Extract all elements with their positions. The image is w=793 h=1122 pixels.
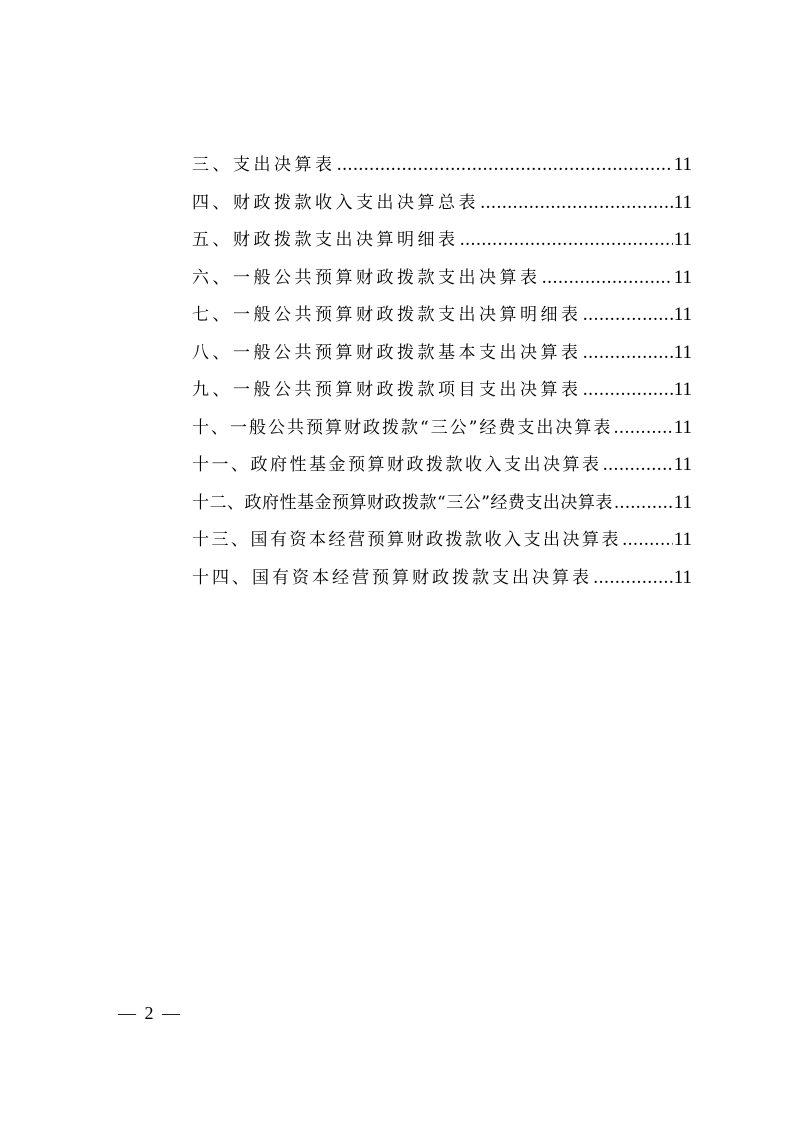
toc-item[interactable] <box>192 184 692 222</box>
toc-item-title: 十二、政府性基金预算财政拨款“三公”经费支出决算表 <box>192 492 613 513</box>
toc-leader-dots <box>614 485 673 523</box>
toc-item-title: 六、一般公共预算财政拨款支出决算表 <box>192 267 541 288</box>
toc-leader-dots <box>337 147 673 185</box>
toc-leader-dots <box>460 222 673 260</box>
toc-leader-dots <box>583 372 673 410</box>
toc-item[interactable] <box>192 146 692 184</box>
toc-item-page: 11 <box>673 491 692 513</box>
toc-item[interactable] <box>192 484 692 522</box>
toc-item-page: 11 <box>673 379 692 400</box>
toc-item-title: 三、支出决算表 <box>192 155 336 175</box>
table-of-contents <box>192 146 692 596</box>
toc-item[interactable] <box>192 409 692 447</box>
toc-item-page: 11 <box>673 266 692 288</box>
toc-item[interactable] <box>192 334 692 372</box>
toc-item-page: 11 <box>673 229 692 250</box>
toc-item-page: 11 <box>673 154 692 175</box>
toc-leader-dots <box>593 560 673 598</box>
toc-item[interactable] <box>192 446 692 484</box>
page-number: — 2 — <box>118 1003 182 1023</box>
toc-item-page: 11 <box>673 341 692 363</box>
toc-item-page: 11 <box>673 416 692 438</box>
toc-leader-dots <box>603 447 673 485</box>
toc-item-page: 11 <box>673 304 692 325</box>
toc-item-page: 11 <box>673 454 692 475</box>
toc-item[interactable] <box>192 296 692 334</box>
toc-leader-dots <box>583 335 673 373</box>
toc-item[interactable] <box>192 559 692 597</box>
toc-item-page: 11 <box>673 529 692 550</box>
toc-leader-dots <box>613 410 672 448</box>
toc-item-title: 五、财政拨款支出决算明细表 <box>192 230 459 250</box>
toc-item-title: 八、一般公共预算财政拨款基本支出决算表 <box>192 342 582 363</box>
toc-item-page: 11 <box>673 566 692 588</box>
toc-item[interactable] <box>192 259 692 297</box>
toc-leader-dots <box>622 522 673 560</box>
toc-leader-dots <box>480 185 673 223</box>
toc-item-title: 七、一般公共预算财政拨款支出决算明细表 <box>192 305 582 325</box>
toc-item-title: 十一、政府性基金预算财政拨款收入支出决算表 <box>192 455 602 475</box>
toc-item-title: 十四、国有资本经营预算财政拨款支出决算表 <box>192 567 592 588</box>
toc-item-title: 四、财政拨款收入支出决算总表 <box>192 192 479 213</box>
toc-item-page: 11 <box>673 191 692 213</box>
toc-item-title: 九、一般公共预算财政拨款项目支出决算表 <box>192 380 582 400</box>
toc-leader-dots <box>542 260 673 298</box>
toc-leader-dots <box>583 297 673 335</box>
toc-item[interactable] <box>192 521 692 559</box>
toc-item-title: 十三、国有资本经营预算财政拨款收入支出决算表 <box>192 530 621 550</box>
toc-item[interactable] <box>192 221 692 259</box>
toc-item[interactable] <box>192 371 692 409</box>
toc-item-title: 十、一般公共预算财政拨款“三公”经费支出决算表 <box>192 417 613 438</box>
